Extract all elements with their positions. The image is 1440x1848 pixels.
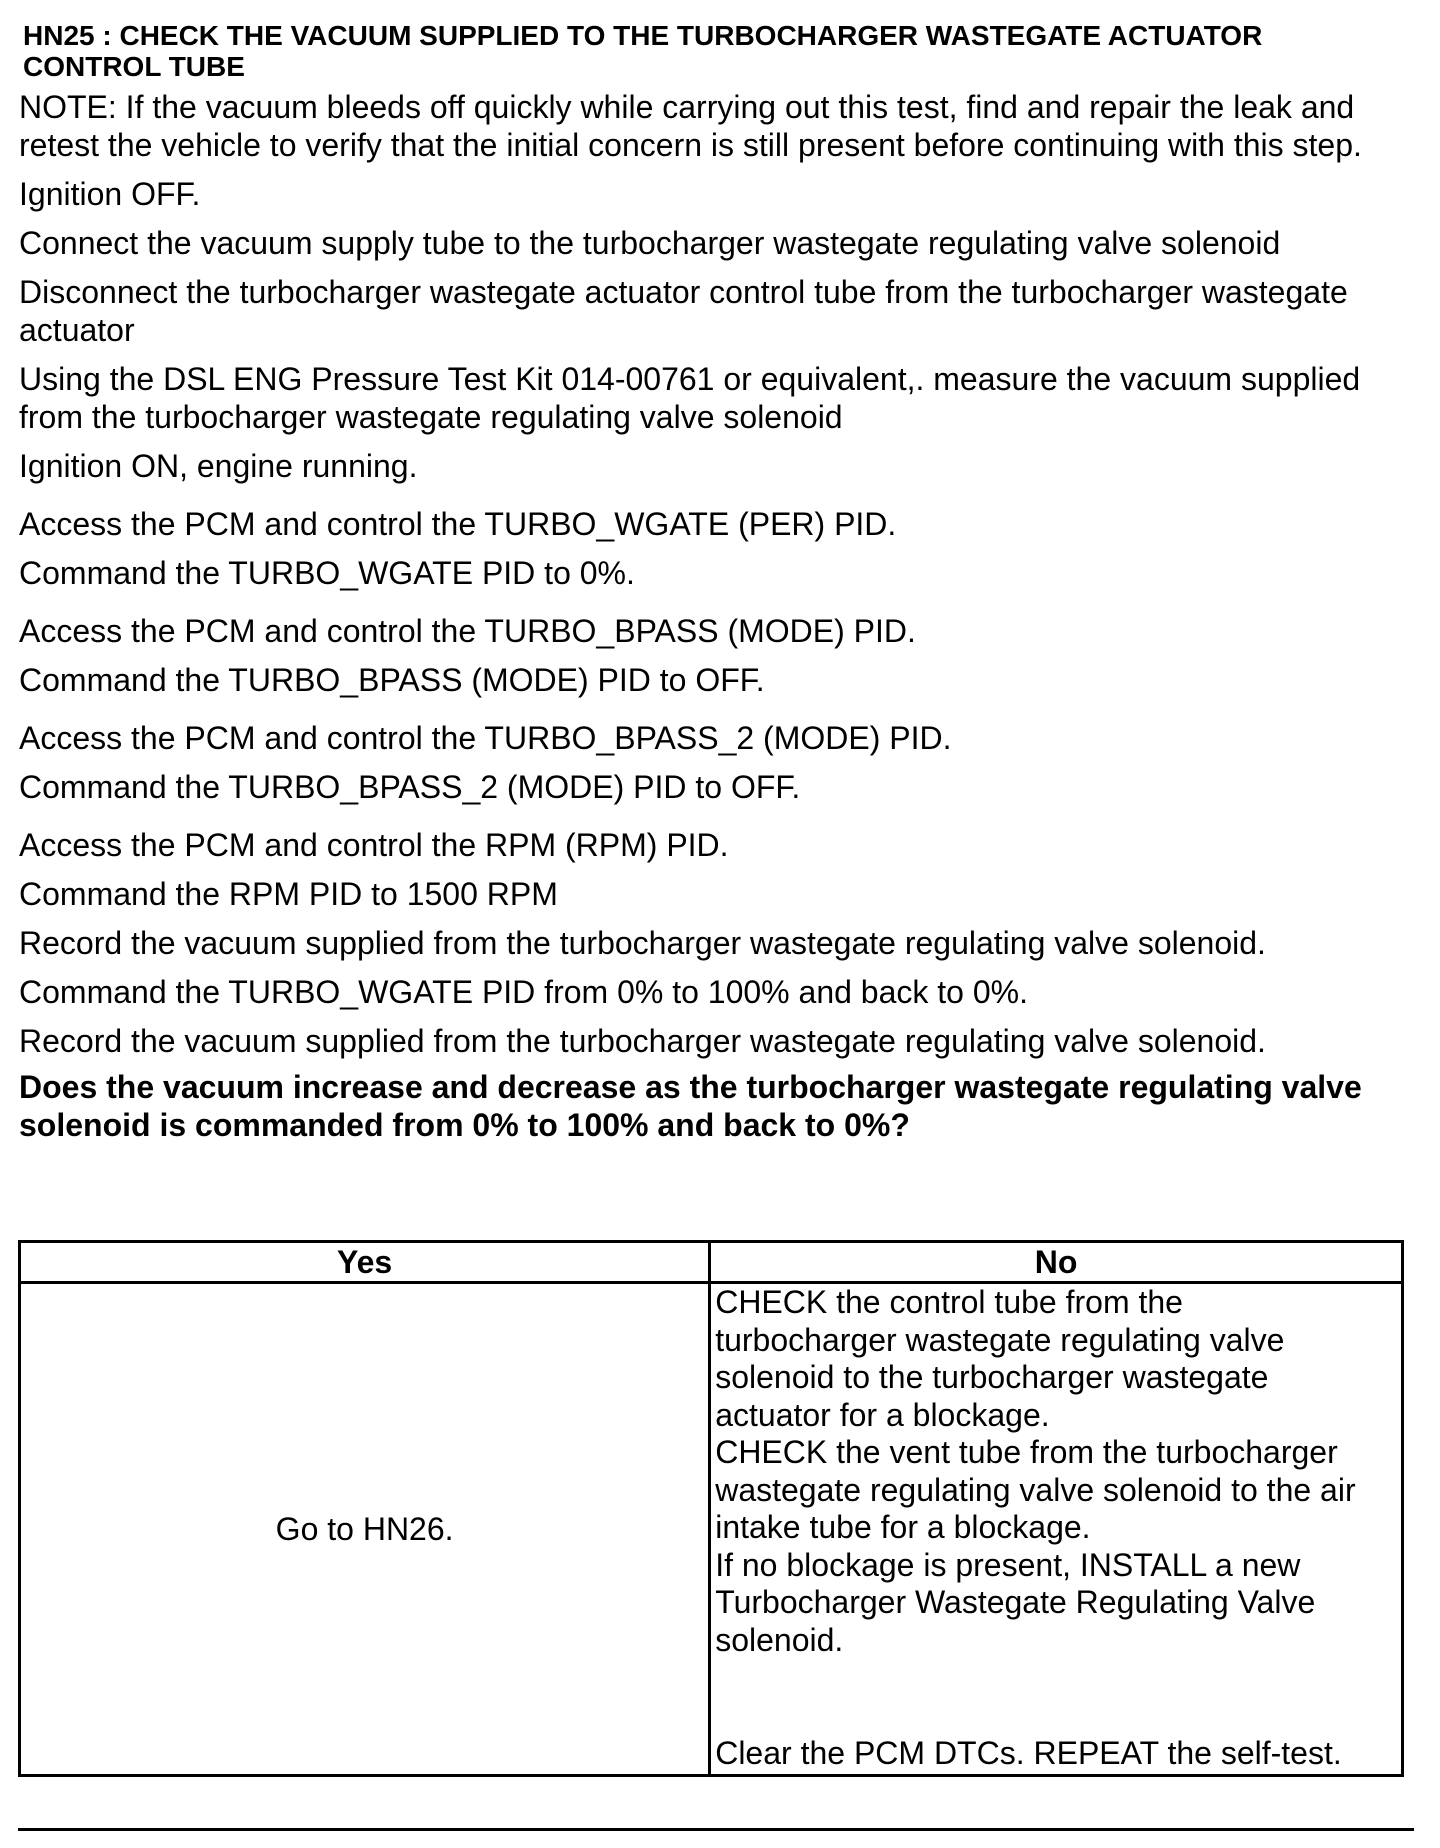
step-command-bpass: Command the TURBO_BPASS (MODE) PID to OFF. <box>19 662 765 698</box>
step-record-vacuum-2: Record the vacuum supplied from the turbocharger wastegate regulating valve solenoid. <box>19 1023 1266 1059</box>
no-action-line: If no blockage is present, INSTALL a new <box>715 1546 1301 1583</box>
note-paragraph: NOTE: If the vacuum bleeds off quickly while carrying out this test, find and repair the leak and retest the vehicle to verify that the initial concern is still present before continuing with this step. <box>19 89 1362 163</box>
step-ignition-on: Ignition ON, engine running. <box>19 448 418 484</box>
no-action-line: CHECK the vent tube from the turbocharger <box>715 1434 1338 1470</box>
no-action-line: actuator for a blockage. <box>715 1396 1050 1433</box>
step-access-bpass2: Access the PCM and control the TURBO_BPASS_2 (MODE) PID. <box>19 720 952 756</box>
step-command-wgate-sweep: Command the TURBO_WGATE PID from 0% to 100% and back to 0%. <box>19 974 1028 1010</box>
result-table-row <box>20 1283 1403 1776</box>
test-question: Does the vacuum increase and decrease as the turbocharger wastegate regulating valve solenoid is commanded from 0% to 100% and back to 0%? <box>19 1069 1362 1143</box>
result-table-header-row <box>20 1242 1403 1283</box>
no-action-line: solenoid. <box>715 1621 844 1658</box>
step-connect-supply-tube: Connect the vacuum supply tube to the turbocharger wastegate regulating valve solenoid <box>19 225 1281 261</box>
bottom-divider <box>18 1828 1414 1831</box>
no-final-action: Clear the PCM DTCs. REPEAT the self-test. <box>715 1734 1342 1771</box>
step-ignition-off: Ignition OFF. <box>19 176 201 212</box>
no-header: No <box>710 1242 1403 1283</box>
no-action-line: solenoid to the turbocharger wastegate <box>715 1359 1269 1395</box>
no-action-line: Turbocharger Wastegate Regulating Valve <box>715 1584 1316 1620</box>
no-action-line: wastegate regulating valve solenoid to the air <box>715 1471 1356 1508</box>
step-record-vacuum-1: Record the vacuum supplied from the turbocharger wastegate regulating valve solenoid. <box>19 925 1266 961</box>
step-command-bpass2: Command the TURBO_BPASS_2 (MODE) PID to OFF. <box>19 769 801 805</box>
step-access-bpass: Access the PCM and control the TURBO_BPASS (MODE) PID. <box>19 613 916 649</box>
step-access-rpm: Access the PCM and control the RPM (RPM) PID. <box>19 827 729 863</box>
no-action-cell <box>710 1283 1403 1776</box>
yes-action: Go to HN26. <box>20 1283 710 1776</box>
no-action-line: intake tube for a blockage. <box>715 1509 1091 1545</box>
procedure-page <box>19 20 1419 1144</box>
no-action-line: CHECK the control tube from the <box>715 1284 1183 1320</box>
yes-header: Yes <box>20 1242 710 1283</box>
step-access-wgate: Access the PCM and control the TURBO_WGATE (PER) PID. <box>19 506 897 542</box>
step-disconnect-control-tube: Disconnect the turbocharger wastegate actuator control tube from the turbocharger wastegate actuator <box>19 274 1348 348</box>
step-command-rpm: Command the RPM PID to 1500 RPM <box>19 876 558 912</box>
no-action-line: turbocharger wastegate regulating valve <box>715 1321 1285 1358</box>
step-heading: HN25 : CHECK THE VACUUM SUPPLIED TO THE TURBOCHARGER WASTEGATE ACTUATOR CONTROL TUBE <box>23 20 1263 82</box>
step-command-wgate: Command the TURBO_WGATE PID to 0%. <box>19 555 635 591</box>
result-table <box>18 1240 1404 1777</box>
step-measure-vacuum: Using the DSL ENG Pressure Test Kit 014-00761 or equivalent,. measure the vacuum supplied from the turbocharger wastegate regulating valve solenoid <box>19 361 1361 435</box>
